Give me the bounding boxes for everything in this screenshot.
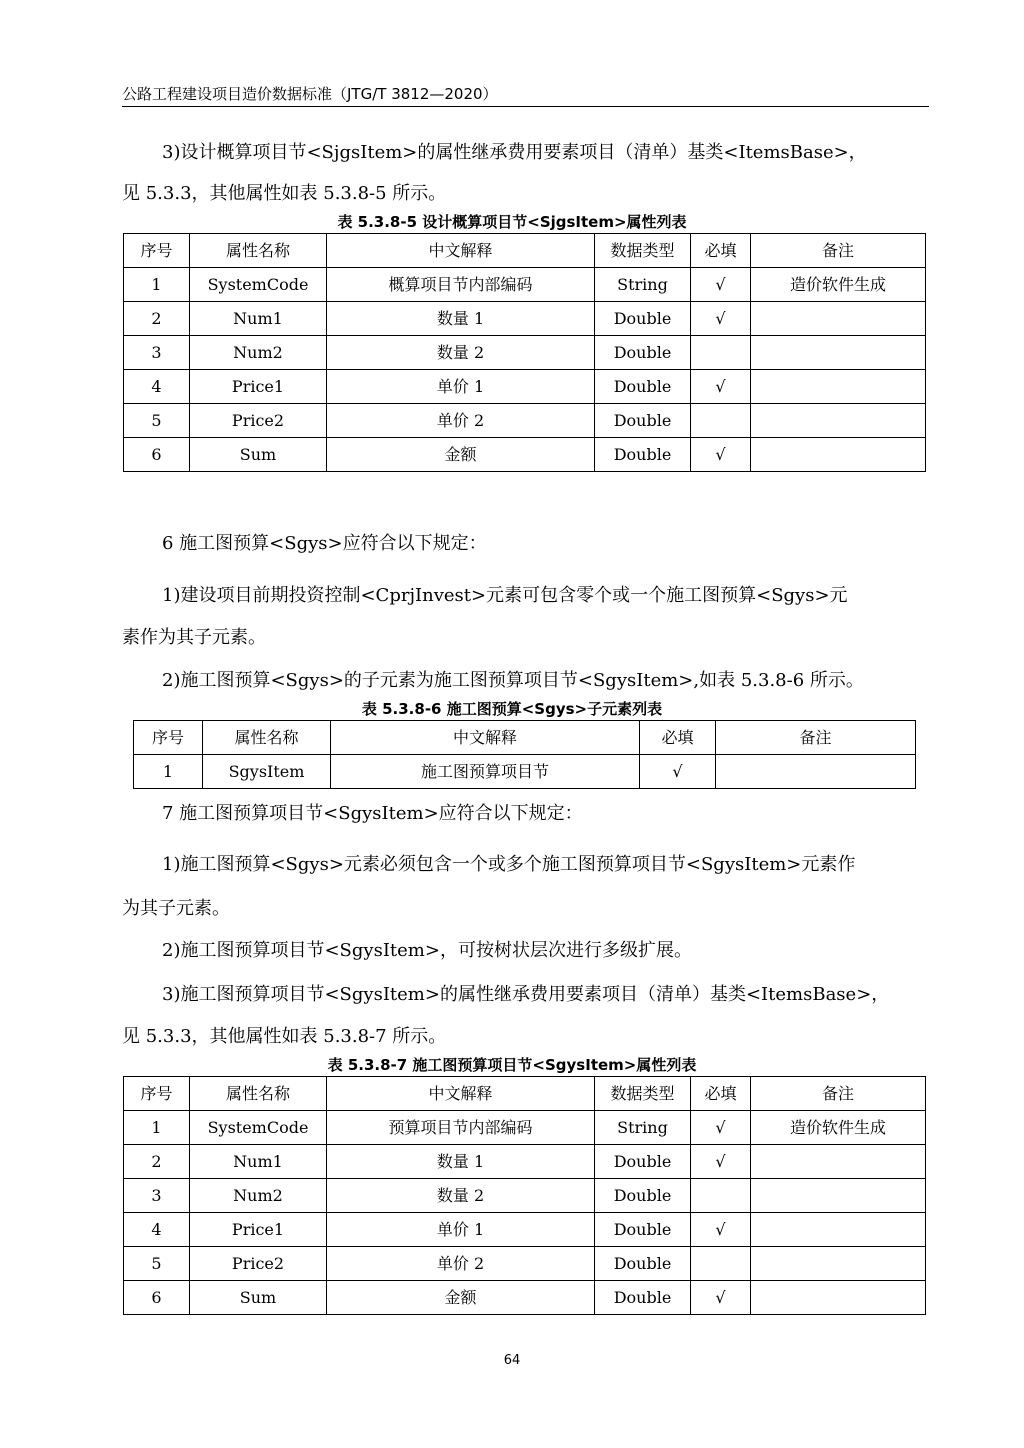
paragraph-2: 6 施工图预算<Sgys>应符合以下规定： [162, 533, 487, 554]
table-cell: 施工图预算项目节 [331, 755, 640, 789]
paragraph-1-line-2: 见 5.3.3，其他属性如表 5.3.8-5 所示。 [122, 183, 447, 204]
table-cell: Price1 [190, 370, 327, 404]
table-header-cell: 必填 [691, 1077, 751, 1111]
table-cell: √ [691, 1281, 751, 1315]
running-header: 公路工程建设项目造价数据标准（JTG/T 3812—2020） [122, 85, 498, 103]
table-cell: SystemCode [190, 1111, 327, 1145]
table-row [124, 1179, 926, 1213]
table-cell: 1 [134, 755, 203, 789]
table-cell [691, 1247, 751, 1281]
table-cell: Price2 [190, 1247, 327, 1281]
paragraph-3-line-2: 素作为其子元素。 [122, 627, 266, 648]
table-cell: 单价 1 [327, 1213, 595, 1247]
table-row [134, 755, 916, 789]
table-row [124, 1281, 926, 1315]
table-cell: 6 [124, 438, 190, 472]
table-cell: Double [595, 1247, 691, 1281]
paragraph-6-line-2: 为其子元素。 [122, 898, 230, 919]
table-1-caption: 表 5.3.8-5 设计概算项目节<SjgsItem>属性列表 [337, 213, 687, 231]
table-cell: Double [595, 1179, 691, 1213]
table-cell: String [595, 268, 691, 302]
table-cell: √ [691, 370, 751, 404]
page-number: 64 [503, 1353, 521, 1368]
table-cell [751, 336, 926, 370]
table-cell: 造价软件生成 [751, 268, 926, 302]
table-cell [751, 302, 926, 336]
table-header-cell: 属性名称 [203, 721, 331, 755]
table-cell: Num2 [190, 1179, 327, 1213]
table-cell [751, 404, 926, 438]
table-header-cell: 属性名称 [190, 234, 327, 268]
table-header-cell: 必填 [640, 721, 716, 755]
table-cell: √ [691, 268, 751, 302]
table-cell: 4 [124, 370, 190, 404]
table-header-cell: 序号 [134, 721, 203, 755]
table-3-caption: 表 5.3.8-7 施工图预算项目节<SgysItem>属性列表 [327, 1056, 697, 1074]
table-cell: Num1 [190, 1145, 327, 1179]
table-cell: 5 [124, 1247, 190, 1281]
table-cell: Double [595, 1213, 691, 1247]
table-cell: 预算项目节内部编码 [327, 1111, 595, 1145]
table-header-cell: 序号 [124, 1077, 190, 1111]
table-cell: 单价 2 [327, 1247, 595, 1281]
table-cell: 3 [124, 336, 190, 370]
table-header-cell: 数据类型 [595, 234, 691, 268]
table-row [124, 438, 926, 472]
table-cell: √ [691, 1145, 751, 1179]
table-header-cell: 序号 [124, 234, 190, 268]
table-cell [751, 438, 926, 472]
table-cell: Num2 [190, 336, 327, 370]
table-2-header-row [134, 721, 916, 755]
table-cell: Sum [190, 438, 327, 472]
table-cell: Double [595, 336, 691, 370]
table-row [124, 1111, 926, 1145]
table-row [124, 370, 926, 404]
table-row [124, 336, 926, 370]
paragraph-4: 2)施工图预算<Sgys>的子元素为施工图预算项目节<SgysItem>,如表 5.3.8-6 所示。 [162, 670, 864, 691]
table-cell: 数量 2 [327, 336, 595, 370]
table-header-cell: 中文解释 [327, 1077, 595, 1111]
table-cell [716, 755, 916, 789]
paragraph-3-line-1: 1)建设项目前期投资控制<CprjInvest>元素可包含零个或一个施工图预算<Sgys>元 [162, 585, 848, 606]
table-cell: 造价软件生成 [751, 1111, 926, 1145]
table-cell: Price2 [190, 404, 327, 438]
table-1 [123, 233, 926, 472]
table-cell [691, 1179, 751, 1213]
paragraph-5: 7 施工图预算项目节<SgysItem>应符合以下规定： [162, 803, 583, 824]
table-cell: Num1 [190, 302, 327, 336]
table-cell: 6 [124, 1281, 190, 1315]
table-cell: SystemCode [190, 268, 327, 302]
table-2 [133, 720, 916, 789]
table-3-header-row [124, 1077, 926, 1111]
table-cell: √ [691, 1213, 751, 1247]
table-cell: 2 [124, 1145, 190, 1179]
table-cell: √ [640, 755, 716, 789]
table-3 [123, 1076, 926, 1315]
table-cell: Double [595, 370, 691, 404]
table-cell: 金额 [327, 438, 595, 472]
table-cell [751, 1247, 926, 1281]
table-row [124, 302, 926, 336]
table-cell [751, 1281, 926, 1315]
table-cell [691, 336, 751, 370]
paragraph-1-line-1: 3)设计概算项目节<SjgsItem>的属性继承费用要素项目（清单）基类<ItemsBase>， [162, 142, 867, 163]
table-cell: √ [691, 438, 751, 472]
table-header-cell: 中文解释 [331, 721, 640, 755]
table-row [124, 1213, 926, 1247]
table-cell: 5 [124, 404, 190, 438]
table-cell: 1 [124, 1111, 190, 1145]
table-header-cell: 中文解释 [327, 234, 595, 268]
paragraph-7: 2)施工图预算项目节<SgysItem>，可按树状层次进行多级扩展。 [162, 940, 692, 961]
table-cell: Double [595, 438, 691, 472]
paragraph-8-line-1: 3)施工图预算项目节<SgysItem>的属性继承费用要素项目（清单）基类<ItemsBase>， [162, 984, 890, 1005]
table-row [124, 404, 926, 438]
table-cell: Double [595, 1145, 691, 1179]
table-cell: 2 [124, 302, 190, 336]
table-cell: 数量 1 [327, 302, 595, 336]
table-2-caption: 表 5.3.8-6 施工图预算<Sgys>子元素列表 [361, 700, 663, 718]
table-row [124, 1145, 926, 1179]
table-cell: 4 [124, 1213, 190, 1247]
table-cell: 数量 1 [327, 1145, 595, 1179]
table-cell: 单价 2 [327, 404, 595, 438]
table-cell: 单价 1 [327, 370, 595, 404]
table-cell: 数量 2 [327, 1179, 595, 1213]
table-cell [751, 1179, 926, 1213]
paragraph-8-line-2: 见 5.3.3，其他属性如表 5.3.8-7 所示。 [122, 1026, 447, 1047]
table-cell [751, 1213, 926, 1247]
table-cell: Sum [190, 1281, 327, 1315]
table-row [124, 1247, 926, 1281]
table-header-cell: 属性名称 [190, 1077, 327, 1111]
table-cell: √ [691, 1111, 751, 1145]
table-cell: Double [595, 404, 691, 438]
table-header-cell: 必填 [691, 234, 751, 268]
table-cell: Double [595, 302, 691, 336]
table-cell: Price1 [190, 1213, 327, 1247]
table-cell [751, 1145, 926, 1179]
table-header-cell: 备注 [751, 1077, 926, 1111]
table-1-header-row [124, 234, 926, 268]
table-cell [751, 370, 926, 404]
table-cell: 概算项目节内部编码 [327, 268, 595, 302]
table-header-cell: 备注 [716, 721, 916, 755]
table-header-cell: 数据类型 [595, 1077, 691, 1111]
table-cell: Double [595, 1281, 691, 1315]
paragraph-6-line-1: 1)施工图预算<Sgys>元素必须包含一个或多个施工图预算项目节<SgysItem>元素作 [162, 854, 856, 875]
table-cell: 1 [124, 268, 190, 302]
table-row [124, 268, 926, 302]
table-cell: √ [691, 302, 751, 336]
table-header-cell: 备注 [751, 234, 926, 268]
table-cell [691, 404, 751, 438]
table-cell: 金额 [327, 1281, 595, 1315]
table-cell: String [595, 1111, 691, 1145]
table-cell: 3 [124, 1179, 190, 1213]
table-cell: SgysItem [203, 755, 331, 789]
header-rule [122, 106, 929, 107]
